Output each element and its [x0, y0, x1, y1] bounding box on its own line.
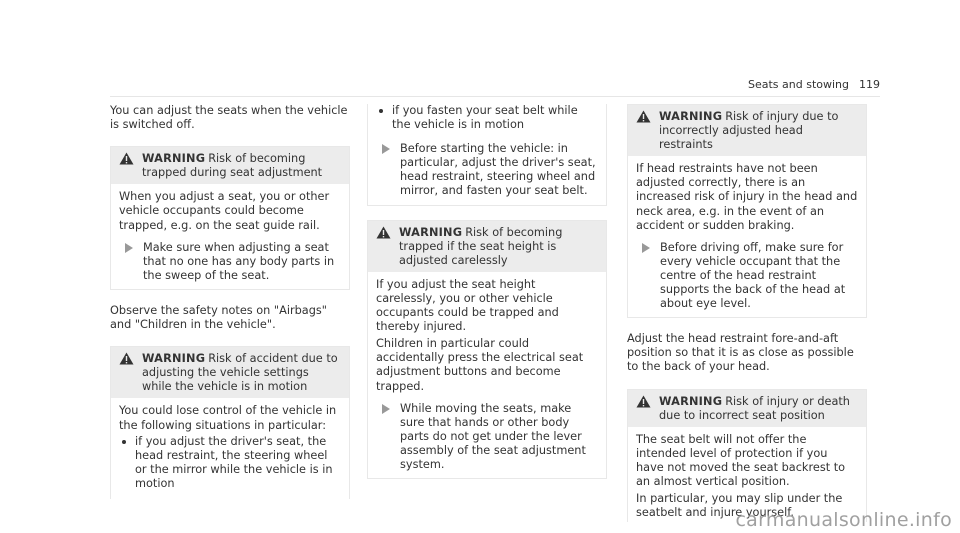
- warning-title: Risk of becoming trapped if the seat height is adjusted carelessly: [399, 225, 563, 267]
- warning-box-continued: [367, 104, 607, 206]
- warning-label: WARNING: [399, 225, 463, 239]
- warning-header: [628, 390, 866, 427]
- warning-box-accident-motion: [110, 346, 350, 499]
- bullet-icon: [379, 109, 383, 113]
- watermark: carmanualsonline.info: [735, 508, 952, 531]
- warning-triangle-icon: [119, 352, 134, 365]
- action-arrow-icon: [382, 404, 390, 414]
- warning-triangle-icon: [636, 110, 651, 123]
- warning-label: WARNING: [659, 394, 723, 408]
- warning-title: Risk of injury or death due to incorrect seat position: [659, 394, 850, 422]
- warning-header: [368, 221, 606, 272]
- bullet-icon: [122, 440, 126, 444]
- warning-text: You could lose control of the vehicle in the following situations in particular:: [119, 404, 337, 432]
- action-step: [636, 241, 858, 311]
- page-header: [748, 78, 880, 92]
- warning-box-seat-position: [627, 389, 867, 523]
- warning-text: In particular, you may slip under the seatbelt and injure yourself.: [636, 492, 843, 520]
- step-text: While moving the seats, make sure that hands or other body parts do not get under the lever assembly of the seat adjustment system.: [400, 401, 586, 471]
- warning-text: The seat belt will not offer the intended level of protection if you have not moved the seat backrest to an almost vertical position.: [636, 432, 846, 488]
- page-number: 119: [859, 78, 880, 91]
- warning-box-seat-height: [367, 220, 607, 480]
- warning-title: Risk of injury due to incorrectly adjusted head restraints: [659, 110, 839, 152]
- step-text: Make sure when adjusting a seat that no one has any body parts in the sweep of the seat.: [143, 240, 335, 282]
- warning-text: If you adjust the seat height carelessly, you or other vehicle occupants could be trapped and thereby injured.: [376, 277, 559, 334]
- warning-title: Risk of accident due to adjusting the vehicle settings while the vehicle is in motion: [142, 352, 338, 394]
- adjust-text: Adjust the head restraint fore-and-aft position so that it is as close as possible to the back of your head.: [627, 332, 854, 374]
- action-arrow-icon: [382, 144, 390, 154]
- warning-header: [111, 347, 349, 398]
- action-arrow-icon: [642, 243, 650, 253]
- step-text: Before driving off, make sure for every vehicle occupant that the centre of the head restraint supports the back of the head at about eye level.: [660, 240, 846, 311]
- warning-text: If head restraints have not been adjusted correctly, there is an increased risk of injury in the head and neck area, e.g. in the event of an accident or sudden braking.: [636, 162, 858, 232]
- list-item: if you adjust the driver's seat, the head restraint, the steering wheel or the mirror while the vehicle is in motion: [119, 435, 341, 491]
- action-step: [376, 402, 598, 472]
- column-3: [627, 104, 867, 522]
- warning-triangle-icon: [119, 152, 134, 165]
- column-2: [367, 104, 607, 479]
- list-item: if you fasten your seat belt while the vehicle is in motion: [376, 104, 598, 132]
- warning-triangle-icon: [636, 395, 651, 408]
- action-step: [376, 142, 598, 198]
- action-step: [119, 241, 341, 283]
- column-1: [110, 104, 350, 499]
- warning-text: Children in particular could accidentally press the electrical seat adjustment buttons and become trapped.: [376, 337, 584, 393]
- warning-label: WARNING: [659, 110, 723, 123]
- observe-text: Observe the safety notes on "Airbags" and "Children in the vehicle".: [110, 303, 327, 332]
- warning-box-head-restraints: [627, 104, 867, 318]
- warning-text: When you adjust a seat, you or other vehicle occupants could become trapped, e.g. on the seat guide rail.: [119, 190, 330, 232]
- intro-text: You can adjust the seats when the vehicle is switched off.: [110, 104, 348, 132]
- warning-label: WARNING: [142, 352, 206, 366]
- action-arrow-icon: [125, 243, 133, 253]
- warning-title: Risk of becoming trapped during seat adjustment: [142, 152, 323, 180]
- warning-triangle-icon: [376, 226, 391, 239]
- situation-list: [119, 435, 341, 491]
- warning-label: WARNING: [142, 152, 206, 166]
- header-rule: [110, 96, 880, 97]
- section-title: Seats and stowing: [747, 78, 849, 91]
- step-text: Before starting the vehicle: in particular, adjust the driver's seat, head restraint, steering wheel and mirror, and fasten your seat belt.: [400, 142, 596, 198]
- warning-header: [628, 105, 866, 156]
- warning-header: [111, 147, 349, 184]
- situation-list-continued: [376, 104, 598, 132]
- warning-box-trapped-adjustment: [110, 146, 350, 290]
